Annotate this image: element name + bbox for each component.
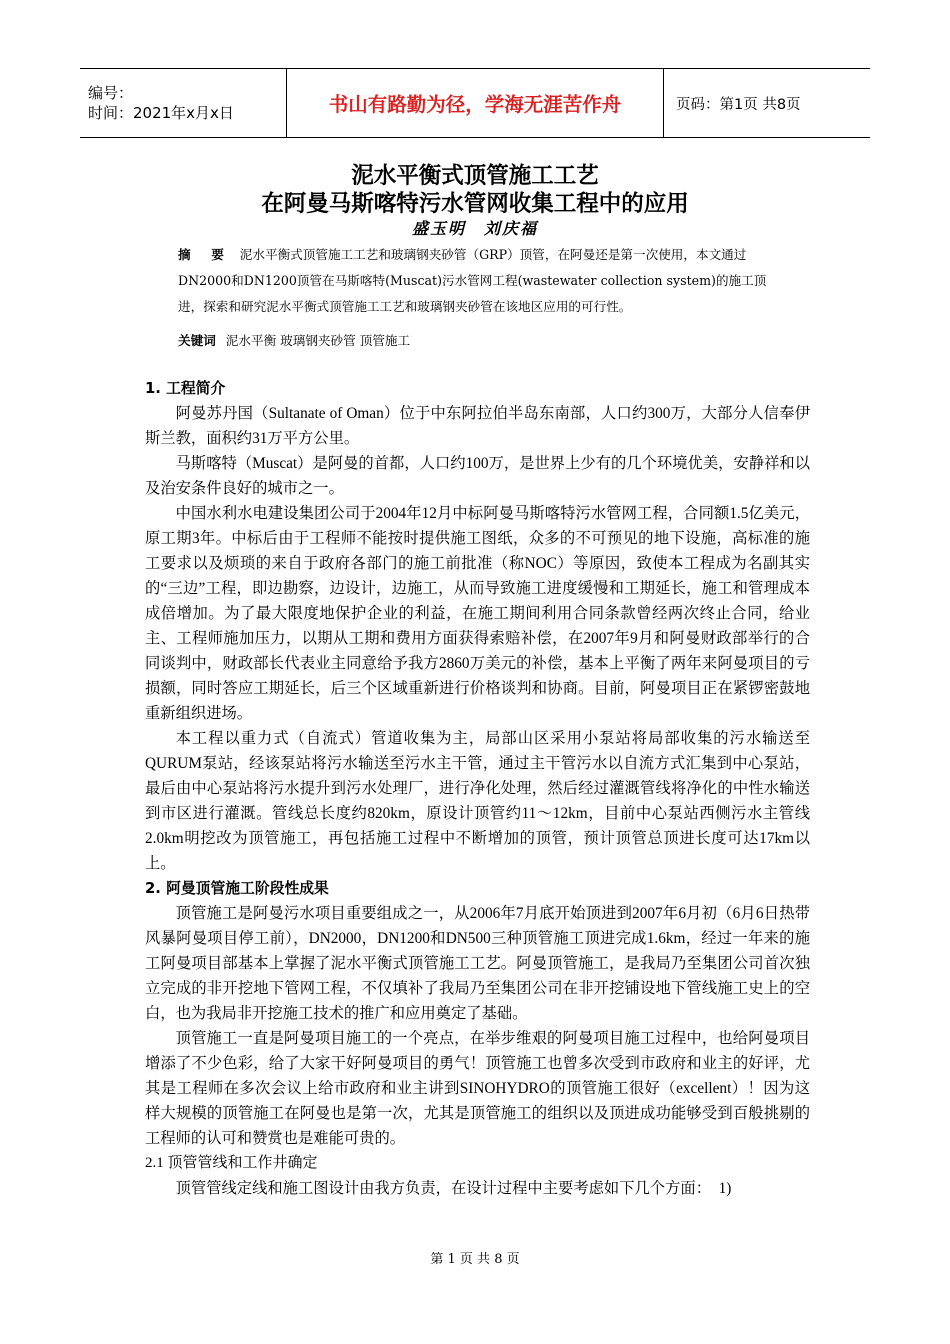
- header-page-info: 页码：第1页 共8页: [676, 96, 801, 113]
- section-2-paragraph-1: 顶管施工是阿曼污水项目重要组成之一，从2006年7月底开始顶进到2007年6月初（6月6日热带风暴阿曼项目停工前），DN2000，DN1200和DN500三种顶管施工顶进完成1.6km，经过一年来的施工阿曼项目部基本上掌握了泥水平衡式顶管施工工艺。阿曼顶管施工，是我局乃至集团公司首次独立完成的非开挖地下管网工程，不仅填补了我局乃至集团公司在非开挖铺设地下管线施工史上的空白，也为我局非开挖施工技术的推广和应用奠定了基础。: [145, 905, 810, 1022]
- abstract-text: 泥水平衡式顶管施工工艺和玻璃钢夹砂管（GRP）顶管，在阿曼还是第一次使用，本文通过DN2000和DN1200顶管在马斯喀特(Muscat)污水管网工程(wastewater collection system)的施工顶进，探索和研究泥水平衡式顶管施工工艺和玻璃钢夹砂管在该地区应用的可行性。: [178, 247, 767, 314]
- title-line-1: 泥水平衡式顶管施工工艺: [351, 163, 599, 189]
- abstract-label: 摘 要: [178, 247, 228, 262]
- section-1-heading: 1. 工程简介: [145, 380, 226, 397]
- section-2-heading: 2. 阿曼顶管施工阶段性成果: [145, 880, 329, 897]
- section-1-paragraph-2: 马斯喀特（Muscat）是阿曼的首都，人口约100万，是世界上少有的几个环境优美，安静祥和以及治安条件良好的城市之一。: [145, 455, 810, 497]
- article-body: [145, 376, 810, 1201]
- header-number-label: 编号：: [88, 84, 134, 102]
- abstract: [178, 242, 778, 320]
- section-2-1-heading: 2.1 顶管管线和工作井确定: [145, 1155, 318, 1171]
- section-2-paragraph-2: 顶管施工一直是阿曼项目施工的一个亮点，在举步维艰的阿曼项目施工过程中，也给阿曼项目增添了不少色彩，给了大家干好阿曼项目的勇气！顶管施工也曾多次受到市政府和业主的好评，尤其是工程师在多次会议上给市政府和业主讲到SINOHYDRO的顶管施工很好（excellent）！因为这样大规模的顶管施工在阿曼也是第一次，尤其是顶管施工的组织以及顶进成功能够受到百般挑剔的工程师的认可和赞赏也是难能可贵的。: [145, 1030, 810, 1147]
- header-meta: [80, 69, 287, 137]
- keywords-text: 泥水平衡 玻璃钢夹砂管 顶管施工: [225, 333, 411, 348]
- header-time-label: 时间：2021年x月x日: [88, 104, 234, 122]
- section-1-paragraph-4: 本工程以重力式（自流式）管道收集为主，局部山区采用小泵站将局部收集的污水输送至QURUM泵站，经该泵站将污水输送至污水主干管，通过主干管污水以自流方式汇集到中心泵站，最后由中心泵站将污水提升到污水处理厂，进行净化处理，然后经过灌溉管线将净化的中性水输送到市区进行灌溉。管线总长度约820km，原设计顶管约11～12km，目前中心泵站西侧污水主管线2.0km明挖改为顶管施工，再包括施工过程中不断增加的顶管，预计顶管总顶进长度可达17km以上。: [145, 730, 810, 872]
- title-line-2: 在阿曼马斯喀特污水管网收集工程中的应用: [261, 191, 689, 217]
- keywords-label: 关键词: [178, 333, 216, 348]
- section-1-paragraph-3: 中国水利水电建设集团公司于2004年12月中标阿曼马斯喀特污水管网工程，合同额1.5亿美元，原工期3年。中标后由于工程师不能按时提供施工图纸，众多的不可预见的地下设施，高标准的施工要求以及烦琐的来自于政府各部门的施工前批准（称NOC）等原因，致使本工程成为名副其实的“三边”工程，即边勘察，边设计，边施工，从而导致施工进度缓慢和工期延长，施工和管理成本成倍增加。为了最大限度地保护企业的利益，在施工期间利用合同条款曾经两次终止合同，给业主、工程师施加压力，以期从工期和费用方面获得索赔补偿，在2007年9月和阿曼财政部举行的合同谈判中，财政部长代表业主同意给予我方2860万美元的补偿，基本上平衡了两年来阿曼项目的亏损额，同时答应工期延长，后三个区域重新进行价格谈判和协商。目前，阿曼项目正在紧锣密鼓地重新组织进场。: [145, 505, 810, 722]
- page-header: [80, 68, 870, 138]
- page-footer: 第 1 页 共 8 页: [430, 1252, 520, 1267]
- authors: 盛玉明 刘庆福: [411, 219, 538, 238]
- section-1-paragraph-1: 阿曼苏丹国（Sultanate of Oman）位于中东阿拉伯半岛东南部，人口约300万，大部分人信奉伊斯兰教，面积约31万平方公里。: [145, 405, 810, 447]
- keywords: [178, 330, 778, 352]
- header-motto: 书山有路勤为径，学海无涯苦作舟: [287, 69, 664, 137]
- section-2-1-paragraph-1: 顶管管线定线和施工图设计由我方负责，在设计过程中主要考虑如下几个方面： 1): [175, 1180, 732, 1197]
